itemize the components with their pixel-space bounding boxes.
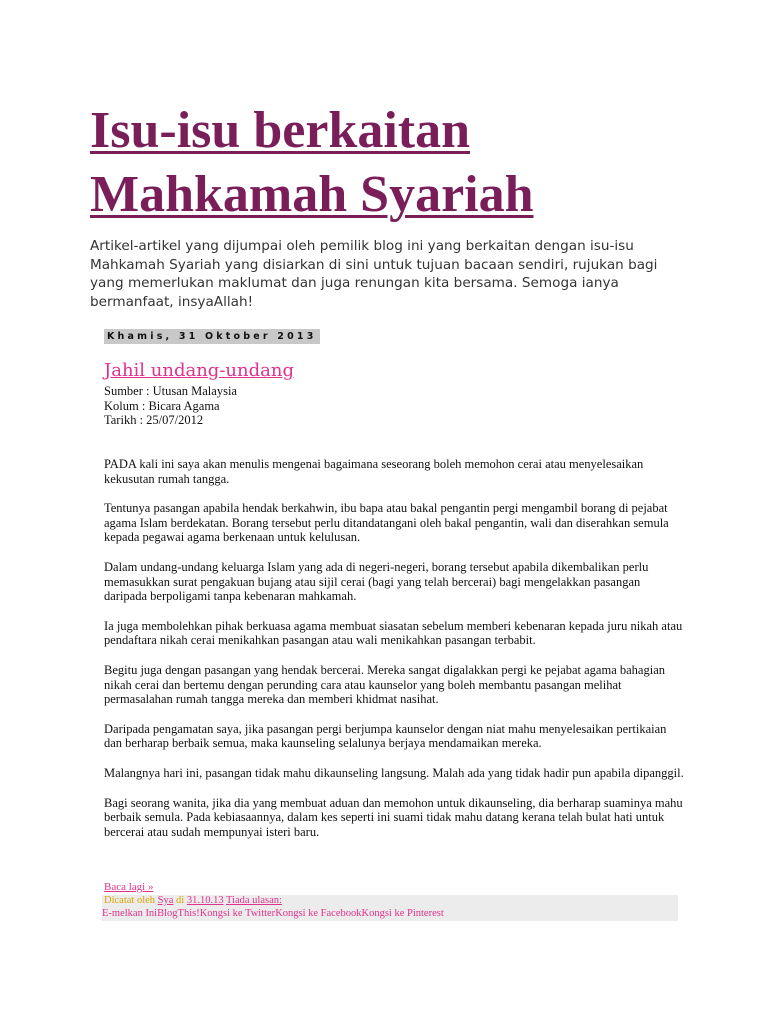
post-date: Tarikh : 25/07/2012 <box>104 413 204 427</box>
post-footer-byline <box>104 895 282 908</box>
share-twitter-link[interactable]: Kongsi ke Twitter <box>199 908 276 919</box>
post-paragraph: Dalam undang-undang keluarga Islam yang ada di negeri-negeri, borang tersebut apabila dikembalikan perlu memasukkan surat pengakuan bujang atau sijil cerai (bagi yang telah bercerai) bagi mengelakkan pasangan daripada berpoligami tanpa kebenaran mahkamah. <box>104 559 649 604</box>
share-facebook-link[interactable]: Kongsi ke Facebook <box>275 908 362 919</box>
author-link[interactable]: Sya <box>157 895 174 906</box>
post-source: Sumber : Utusan Malaysia <box>104 384 237 398</box>
post-paragraph: Ia juga membolehkan pihak berkuasa agama membuat siasatan sebelum memberi kebenaran kepada juru nikah atau pendaftara nikah cerai menikahkan pasangan atau wali menikahkan pasangan terbabit. <box>104 618 683 648</box>
blog-description: Artikel-artikel yang dijumpai oleh pemilik blog ini yang berkaitan dengan isu-isu Mahkamah Syariah yang disiarkan di sini untuk tujuan bacaan sendiri, rujukan bagi yang memerlukan maklumat dan juga renungan kita bersama. Semoga ianya bermanfaat, insyaAllah! <box>90 238 658 310</box>
post-paragraph: PADA kali ini saya akan menulis mengenai bagaimana seseorang boleh memohon cerai atau menyelesaikan kekusutan rumah tangga. <box>104 457 644 486</box>
post-title-link[interactable]: Jahil undang-undang <box>104 360 294 381</box>
post-body <box>104 457 684 854</box>
blog-title[interactable]: Isu-isu berkaitan Mahkamah Syariah <box>90 102 534 223</box>
post-paragraph: Bagi seorang wanita, jika dia yang membuat aduan dan memohon untuk dikaunseling, dia berharap suaminya mahu berbaik semula. Pada kebiasaannya, dalam kes seperti ini suami tidak mahu datang kerana telah bulat hati untuk bercerai atau sudah mempunyai isteri baru. <box>104 795 683 839</box>
posted-by-label: Dicatat oleh <box>104 895 156 906</box>
post-column: Kolum : Bicara Agama <box>104 398 220 413</box>
comments-link[interactable]: Tiada ulasan: <box>226 895 282 906</box>
post-paragraph: Malangnya hari ini, pasangan tidak mahu dikaunseling langsung. Malah ada yang tidak hadir pun apabila dipanggil. <box>104 765 684 780</box>
post-paragraph: Begitu juga dengan pasangan yang hendak bercerai. Mereka sangat digalakkan pergi ke pejabat agama bahagian nikah cerai dan bertemu dengan perunding cara atau kaunselor yang boleh membantu pasangan melihat permasalahan rumah tangga mereka dan memberi khidmat nasihat. <box>104 662 665 707</box>
post-date-header: Khamis, 31 Oktober 2013 <box>104 329 320 344</box>
at-label: di <box>176 895 185 906</box>
post-timestamp-link[interactable]: 31.10.13 <box>186 895 224 906</box>
read-more-link[interactable]: Baca lagi » <box>104 881 154 893</box>
share-pinterest-link[interactable]: Kongsi ke Pinterest <box>361 908 444 919</box>
post-paragraph: Daripada pengamatan saya, jika pasangan pergi berjumpa kaunselor dengan niat mahu menyelesaikan pertikaian dan berharap berbaik semua, maka kaunseling selalunya berjaya mendamaikan mereka. <box>104 721 667 751</box>
post-footer <box>102 895 678 921</box>
share-blogthis-link[interactable]: BlogThis! <box>157 908 200 919</box>
post-paragraph: Tentunya pasangan apabila hendak berkahwin, ibu bapa atau bakal pengantin pergi mengambil borang di pejabat agama Islam berdekatan. Borang tersebut perlu ditandatangani oleh bakal pengantin, wali dan diserahkan semula kepada pegawai agama berkenaan untuk kelulusan. <box>104 501 669 545</box>
share-links <box>102 908 444 921</box>
post-meta <box>104 384 237 428</box>
share-email-link[interactable]: E-melkan Ini <box>102 908 158 919</box>
